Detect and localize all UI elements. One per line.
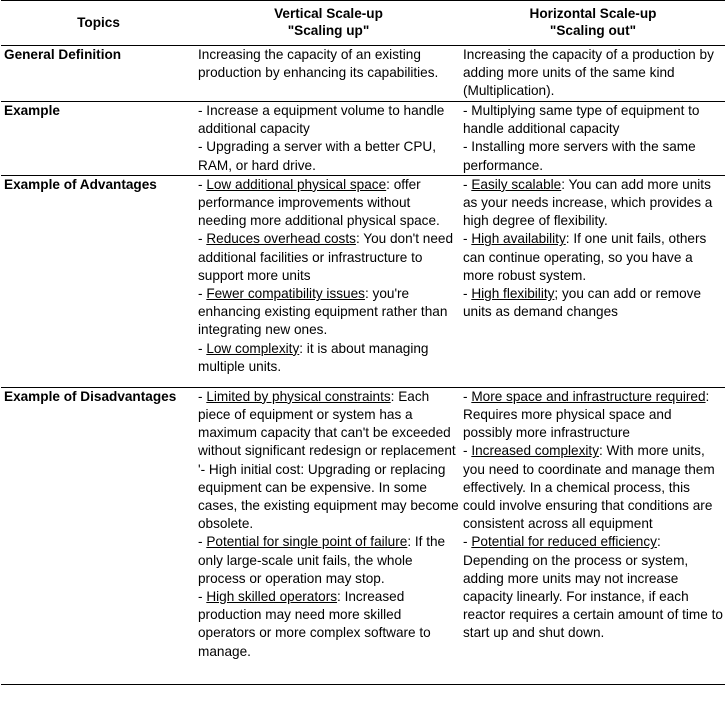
row-disadvantages [1, 387, 725, 684]
vertical-example [196, 102, 461, 176]
row-advantages [1, 175, 725, 387]
topic-disadvantages: Example of Disadvantages [4, 388, 177, 404]
vertical-example-1: - Increase a equipment volume to handle additional capacity [198, 103, 445, 137]
horizontal-dis-2: - Increased complexity: With more units, you need to coordinate and manage them effectively. In a chemical process, this could involve ensuring that conditions are consistent across all equipment [463, 443, 715, 532]
vertical-dis-2: '- High initial cost: Upgrading or replacing equipment can be expensive. In some cases, the existing equipment may become obsolete. [198, 461, 459, 532]
header-horizontal [461, 1, 725, 46]
vertical-adv-2: - Reduces overhead costs: You don't need additional facilities or infrastructure to support more units [198, 231, 454, 283]
row-example [1, 102, 725, 176]
vertical-disadvantages [196, 387, 461, 684]
comparison-table [1, 0, 725, 685]
horizontal-example-1: - Multiplying same type of equipment to handle additional capacity [463, 103, 700, 137]
horizontal-adv-1: - Easily scalable: You can add more units as your needs increase, which provides a high degree of flexibility. [463, 176, 713, 229]
horizontal-disadvantages [461, 387, 725, 684]
header-row [1, 1, 725, 46]
vertical-adv-4: - Low complexity: it is about managing multiple units. [198, 340, 429, 374]
header-topics: Topics [77, 14, 120, 30]
horizontal-subtitle: "Scaling out" [549, 23, 637, 38]
horizontal-title: Horizontal Scale-up [529, 6, 657, 21]
vertical-adv-3: - Fewer compatibility issues: you're enhancing existing equipment rather than integrating new ones. [198, 286, 448, 338]
horizontal-adv-3: - High flexibility; you can add or remove units as demand changes [463, 286, 702, 320]
vertical-dis-3: - Potential for single point of failure: If the only large-scale unit fails, the whole process or operation may stop. [198, 534, 446, 586]
horizontal-advantages [461, 175, 725, 387]
horizontal-definition: Increasing the capacity of a production by adding more units of the same kind (Multiplication). [463, 47, 714, 99]
vertical-dis-4: - High skilled operators: Increased production may need more skilled operators or more complex software to manage. [198, 589, 431, 659]
horizontal-dis-1: - More space and infrastructure required: Requires more physical space and possibly more infrastructure [463, 388, 710, 441]
horizontal-adv-2: - High availability: If one unit fails, others can continue operating, so you have a more robust system. [463, 231, 707, 283]
vertical-subtitle: "Scaling up" [287, 23, 370, 38]
vertical-title: Vertical Scale-up [274, 6, 383, 21]
vertical-adv-1: - Low additional physical space: offer performance improvements without needing more additional physical space. [198, 176, 440, 229]
vertical-dis-1: - Limited by physical constraints: Each piece of equipment or system has a maximum capacity that can't be exceeded without significant redesign or replacement [198, 388, 456, 459]
topic-example: Example [4, 103, 60, 118]
vertical-example-2: - Upgrading a server with a better CPU, RAM, or hard drive. [198, 139, 436, 173]
row-general-definition [1, 46, 725, 102]
topic-advantages: Example of Advantages [4, 176, 157, 192]
vertical-advantages [196, 175, 461, 387]
header-vertical [196, 1, 461, 46]
horizontal-example-2: - Installing more servers with the same performance. [463, 139, 696, 173]
vertical-definition: Increasing the capacity of an existing production by enhancing its capabilities. [198, 47, 439, 81]
horizontal-example [461, 102, 725, 176]
horizontal-dis-3: - Potential for reduced efficiency: Depending on the process or system, adding more units may not increase capacity linearly. For instance, if each reactor requires a certain amount of time to start up and shut down. [463, 534, 723, 641]
topic-general-definition: General Definition [4, 47, 122, 62]
